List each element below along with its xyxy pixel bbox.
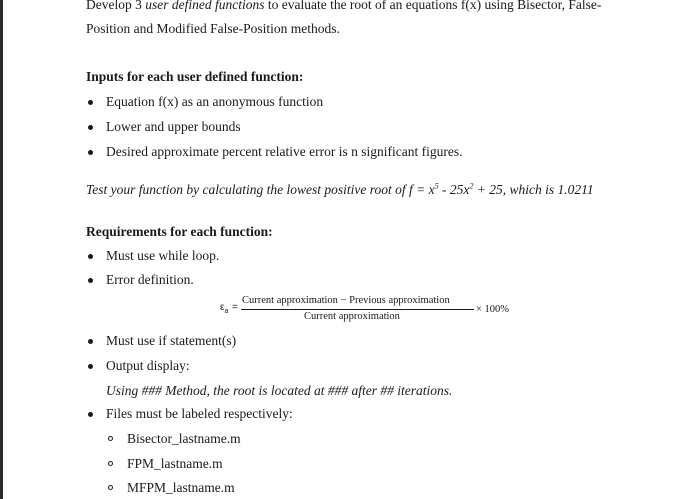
intro-line-1 — [86, 0, 601, 13]
bullet-icon — [88, 412, 93, 417]
req-item-error-definition: Error definition. — [106, 272, 194, 287]
test-eq-c: + 25, which is 1.0211 — [473, 182, 594, 197]
fraction-bar — [241, 309, 474, 310]
formula-equals: = — [232, 302, 238, 313]
file-bisector: Bisector_lastname.m — [127, 431, 241, 446]
formula-numerator: Current approximation − Previous approximation — [242, 295, 450, 306]
test-exp2: 2 — [469, 181, 474, 191]
formula-lhs: $\varepsilon_a$ — [220, 302, 229, 315]
intro-line-2: Position and Modified False-Position methods. — [86, 21, 340, 36]
test-instruction — [86, 182, 594, 198]
intro-prefix: Develop 3 — [86, 0, 146, 12]
test-eq-a: = x — [412, 182, 435, 197]
intro-suffix: to evaluate the root of an equations f(x) using Bisector, False- — [264, 0, 602, 12]
circle-bullet-icon — [108, 485, 113, 490]
requirements-heading: Requirements for each function: — [86, 224, 273, 239]
test-eq-b: - 25x — [438, 182, 470, 197]
formula-denominator: Current approximation — [304, 311, 400, 322]
bullet-icon — [88, 364, 93, 369]
bullet-icon — [88, 254, 93, 259]
inputs-heading: Inputs for each user defined function: — [86, 69, 304, 84]
req-item-if-statement: Must use if statement(s) — [106, 333, 237, 348]
req-item-output-display: Output display: — [106, 358, 190, 373]
inputs-item-error: Desired approximate percent relative error is n significant figures. — [106, 144, 463, 159]
req-item-files: Files must be labeled respectively: — [106, 406, 293, 421]
bullet-icon — [88, 278, 93, 283]
bullet-icon — [88, 150, 93, 155]
circle-bullet-icon — [108, 461, 113, 466]
left-border — [0, 0, 3, 499]
file-fpm: FPM_lastname.m — [127, 456, 223, 471]
req-item-while-loop: Must use while loop. — [106, 248, 220, 263]
test-prefix: Test your function by calculating the lowest positive root of — [86, 182, 409, 197]
formula-suffix: × 100% — [476, 304, 510, 315]
inputs-item-equation: Equation f(x) as an anonymous function — [106, 94, 324, 109]
bullet-icon — [88, 339, 93, 344]
file-mfpm: MFPM_lastname.m — [127, 480, 235, 495]
inputs-item-bounds: Lower and upper bounds — [106, 119, 241, 134]
bullet-icon — [88, 100, 93, 105]
test-exp5: 5 — [434, 181, 439, 191]
intro-emphasis: user defined functions — [145, 0, 265, 12]
bullet-icon — [88, 125, 93, 130]
output-example: Using ### Method, the root is located at ### after ## iterations. — [106, 383, 453, 398]
circle-bullet-icon — [108, 436, 113, 441]
test-f: f — [408, 182, 413, 197]
